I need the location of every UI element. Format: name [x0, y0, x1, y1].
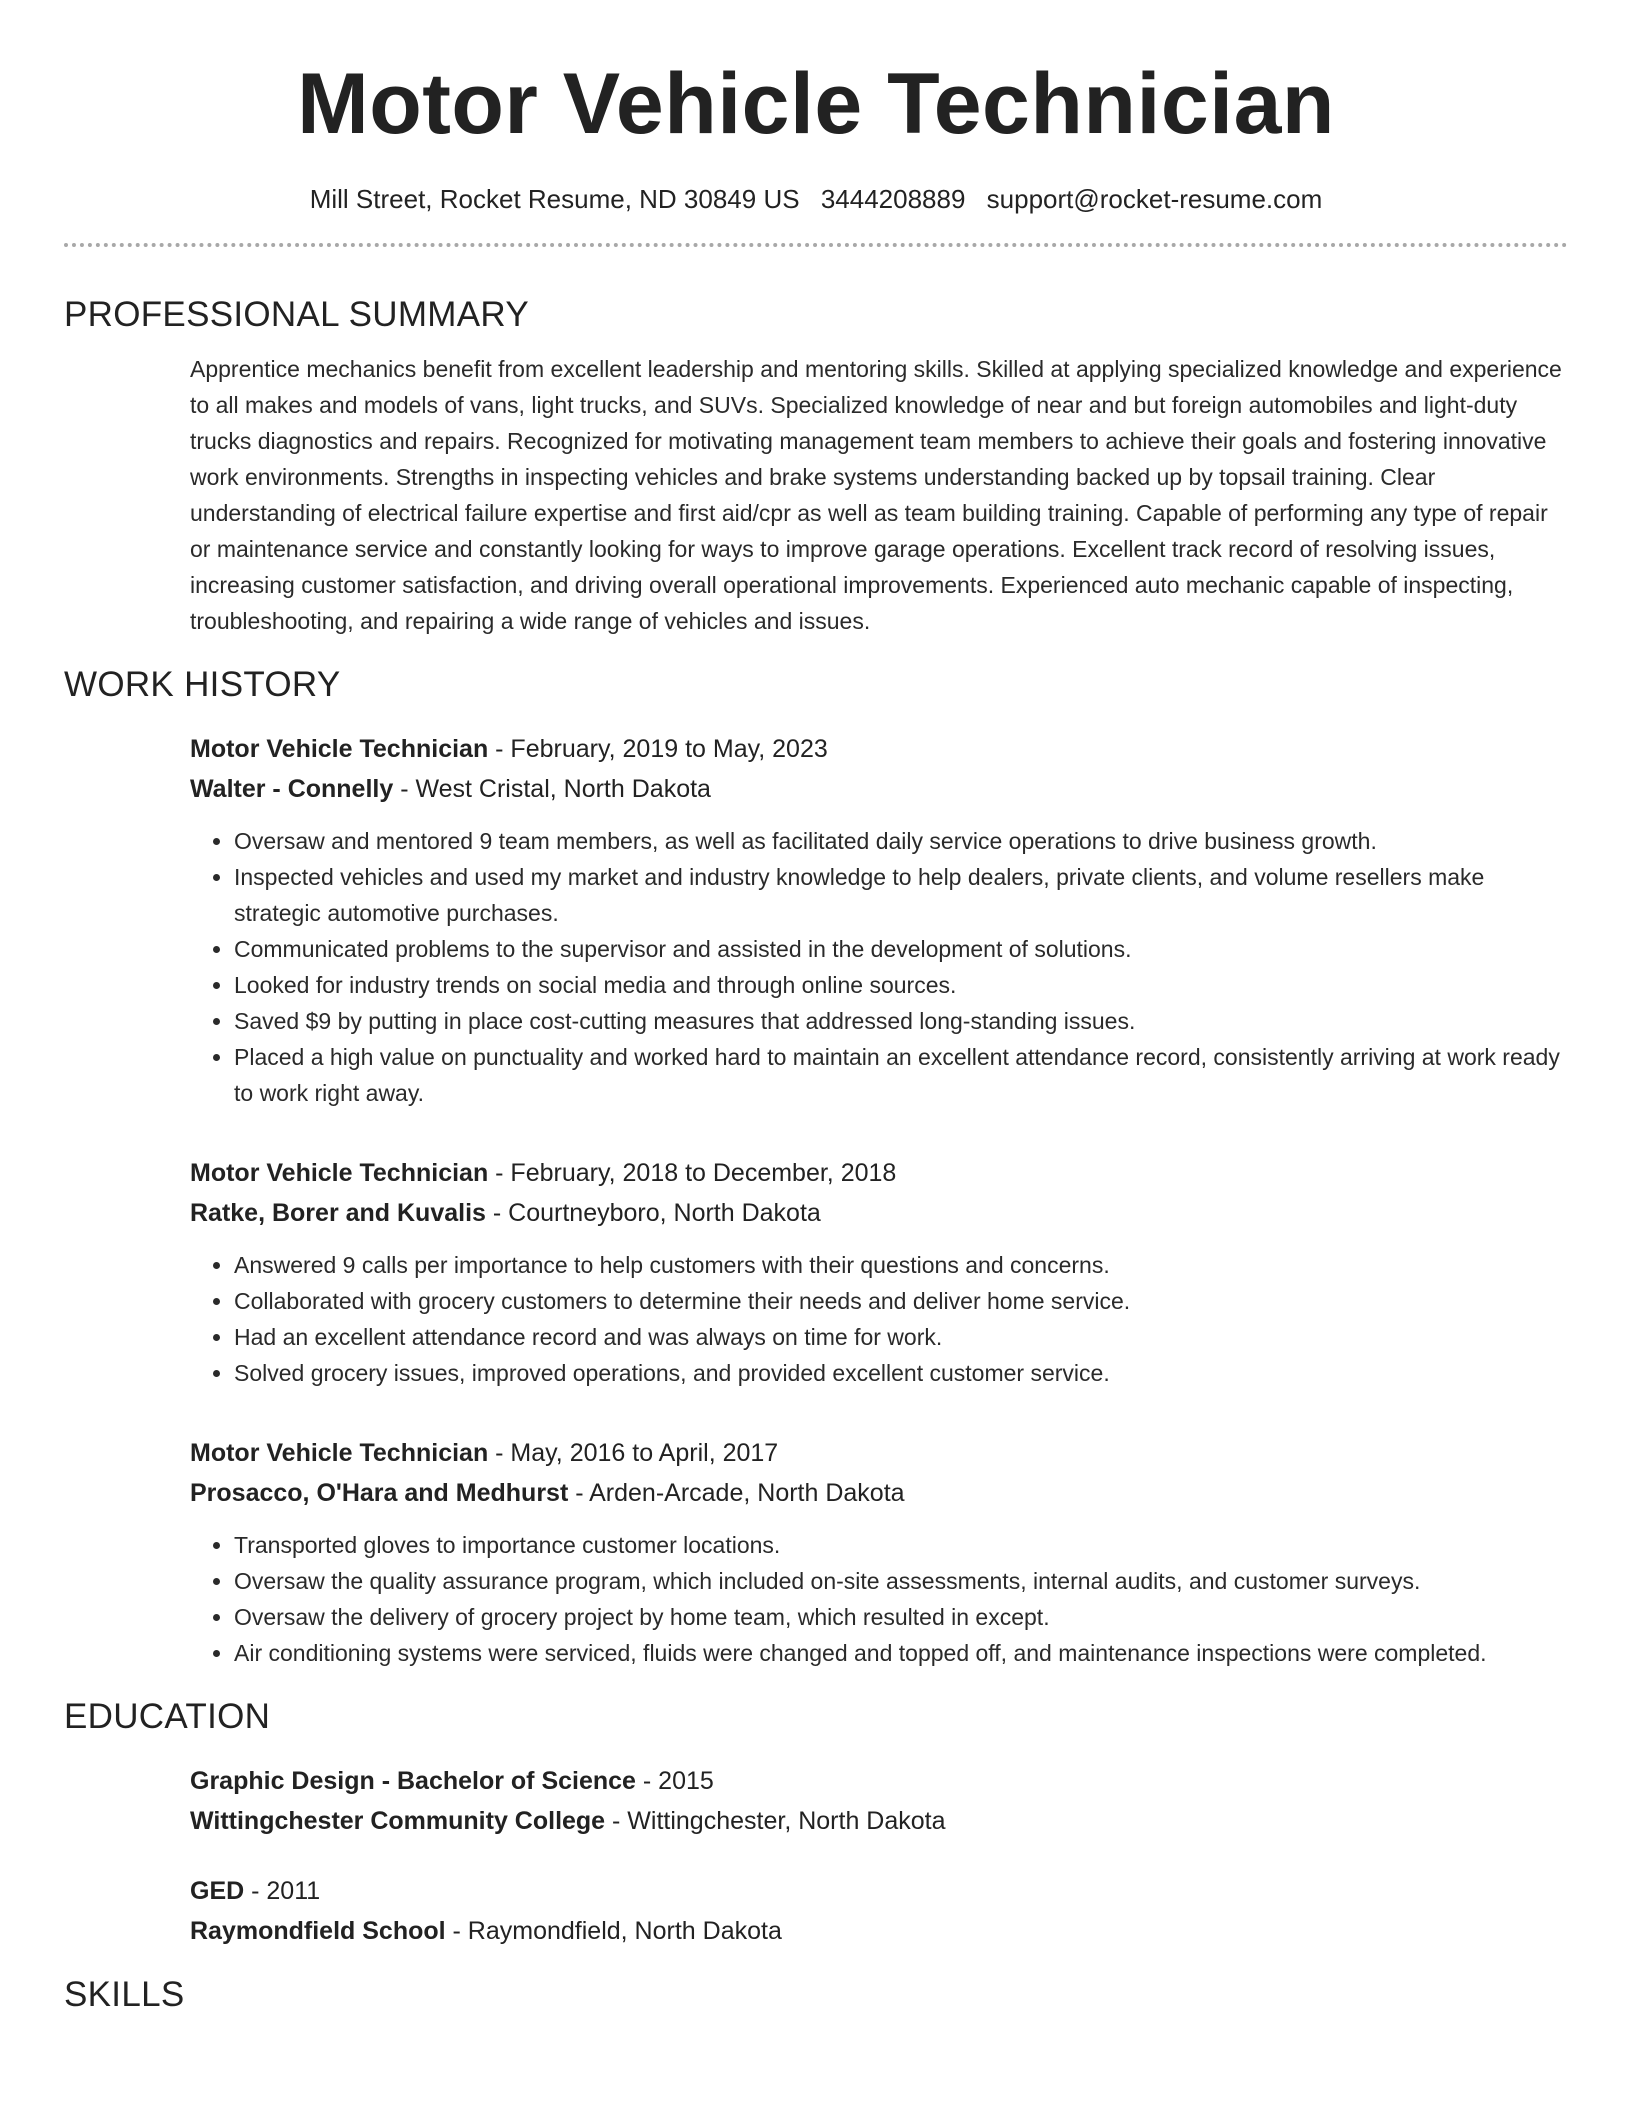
job-dates: - February, 2018 to December, 2018	[488, 1159, 897, 1187]
job-entry	[190, 729, 1568, 1111]
resume-name: Motor Vehicle Technician	[297, 56, 1335, 152]
job-dates: - February, 2019 to May, 2023	[488, 735, 828, 763]
education-year: - 2015	[635, 1767, 714, 1795]
summary-text: Apprentice mechanics benefit from excellent leadership and mentoring skills. Skilled at applying specialized knowledge and experience to all makes and models of vans, light trucks, and SUVs. Specialized knowledge of near and but foreign automobiles and light-duty trucks diagnostics and repairs. Recognized for motivating management team members to achieve their goals and fostering innovative work environments. Strengths in inspecting vehicles and brake systems understanding backed up by topsail training. Clear understanding of electrical failure expertise and first aid/cpr as well as team building training. Capable of performing any type of repair or maintenance service and constantly looking for ways to improve garage operations. Excellent track record of resolving issues, increasing customer satisfaction, and driving overall operational improvements. Experienced auto mechanic capable of inspecting, troubleshooting, and repairing a wide range of vehicles and issues.	[190, 356, 1562, 634]
job-location: - Arden-Arcade, North Dakota	[568, 1479, 905, 1507]
job-bullet: • Communicated problems to the supervisor and assisted in the development of solutions.	[234, 931, 1568, 967]
education-degree-line	[190, 1761, 1568, 1801]
job-bullet: • Had an excellent attendance record and was always on time for work.	[234, 1319, 1568, 1355]
job-bullet: • Inspected vehicles and used my market and industry knowledge to help dealers, private clients, and volume resellers make strategic automotive purchases.	[234, 859, 1568, 931]
contact-line	[64, 182, 1568, 216]
job-bullets	[190, 1247, 1568, 1391]
job-bullet: • Transported gloves to importance customer locations.	[234, 1527, 1568, 1563]
education-school: Wittingchester Community College	[190, 1807, 606, 1835]
education-section	[190, 1761, 1568, 1951]
job-company: Prosacco, O'Hara and Medhurst	[190, 1479, 569, 1507]
education-degree-line	[190, 1871, 1568, 1911]
job-company: Ratke, Borer and Kuvalis	[190, 1199, 486, 1227]
education-entry	[190, 1761, 1568, 1841]
job-company-line	[190, 769, 1568, 809]
summary-section	[190, 351, 1568, 639]
job-bullet: • Answered 9 calls per importance to help customers with their questions and concerns.	[234, 1247, 1568, 1283]
education-heading: EDUCATION	[64, 1697, 271, 1736]
education-school: Raymondfield School	[190, 1917, 446, 1945]
job-entry	[190, 1153, 1568, 1391]
job-company-line	[190, 1473, 1568, 1513]
job-title-line	[190, 1153, 1568, 1193]
skills-heading: SKILLS	[64, 1975, 185, 2014]
job-bullet: • Placed a high value on punctuality and worked hard to maintain an excellent attendance record, consistently arriving at work ready to work right away.	[234, 1039, 1568, 1111]
education-degree: GED	[190, 1877, 245, 1905]
education-school-line	[190, 1911, 1568, 1951]
header-divider	[64, 243, 1568, 247]
job-bullets	[190, 1527, 1568, 1671]
job-role: Motor Vehicle Technician	[190, 1159, 489, 1187]
education-entry	[190, 1871, 1568, 1951]
job-role: Motor Vehicle Technician	[190, 1439, 489, 1467]
contact-address: Mill Street, Rocket Resume, ND 30849 US	[309, 184, 800, 214]
education-school-line	[190, 1801, 1568, 1841]
job-bullets	[190, 823, 1568, 1111]
contact-email: support@rocket-resume.com	[986, 184, 1323, 214]
job-company: Walter - Connelly	[190, 775, 394, 803]
job-bullet: • Solved grocery issues, improved operations, and provided excellent customer service.	[234, 1355, 1568, 1391]
work-history-section	[190, 729, 1568, 1671]
job-role: Motor Vehicle Technician	[190, 735, 489, 763]
job-bullet: • Oversaw the quality assurance program, which included on-site assessments, internal audits, and customer surveys.	[234, 1563, 1568, 1599]
job-location: - Courtneyboro, North Dakota	[485, 1199, 821, 1227]
contact-phone: 3444208889	[820, 184, 966, 214]
work-history-heading: WORK HISTORY	[64, 665, 341, 704]
job-bullet: • Saved $9 by putting in place cost-cutting measures that addressed long-standing issues.	[234, 1003, 1568, 1039]
education-location: - Wittingchester, North Dakota	[605, 1807, 946, 1835]
education-year: - 2011	[244, 1877, 321, 1905]
resume-page	[64, 0, 1568, 2017]
job-bullet: • Collaborated with grocery customers to determine their needs and deliver home service.	[234, 1283, 1568, 1319]
summary-heading: PROFESSIONAL SUMMARY	[64, 295, 529, 334]
job-title-line	[190, 729, 1568, 769]
job-dates: - May, 2016 to April, 2017	[488, 1439, 779, 1467]
job-bullet: • Air conditioning systems were serviced, fluids were changed and topped off, and maintenance inspections were completed.	[234, 1635, 1568, 1671]
education-location: - Raymondfield, North Dakota	[445, 1917, 782, 1945]
job-company-line	[190, 1193, 1568, 1233]
job-bullet: • Oversaw the delivery of grocery project by home team, which resulted in except.	[234, 1599, 1568, 1635]
education-degree: Graphic Design - Bachelor of Science	[190, 1767, 636, 1795]
job-location: - West Cristal, North Dakota	[393, 775, 711, 803]
job-bullet: • Looked for industry trends on social media and through online sources.	[234, 967, 1568, 1003]
job-title-line	[190, 1433, 1568, 1473]
job-bullet: • Oversaw and mentored 9 team members, as well as facilitated daily service operations to drive business growth.	[234, 823, 1568, 859]
job-entry	[190, 1433, 1568, 1671]
